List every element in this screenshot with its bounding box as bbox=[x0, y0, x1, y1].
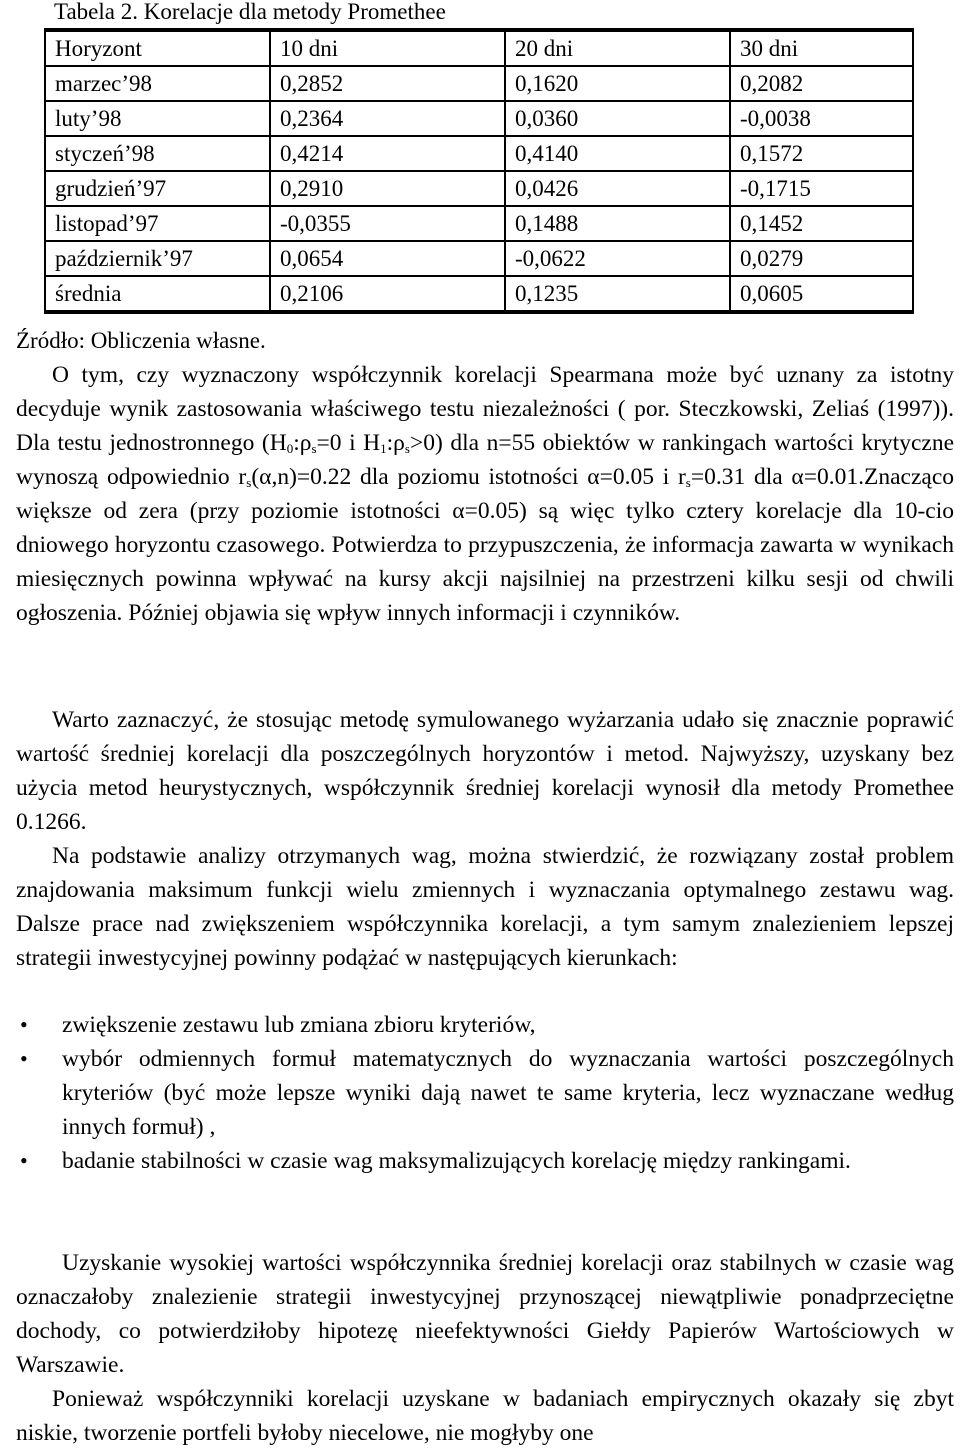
text-run: O tym, czy wyznaczony współczynnik korelacji Spearmana może być uznany za istotny decyduje wynik zastosowania właściwego testu niezależności ( por. Steczkowski, Zeliaś (1997)). Dla testu jednostronnego (H bbox=[16, 362, 954, 456]
table-cell: -0,0038 bbox=[730, 101, 913, 136]
list-item bbox=[16, 1042, 954, 1144]
table-header-cell: 10 dni bbox=[270, 30, 505, 66]
table-cell: marzec’98 bbox=[45, 66, 270, 101]
table-cell: luty’98 bbox=[45, 101, 270, 136]
text-run: :ρ bbox=[386, 430, 405, 456]
bullet-icon: • bbox=[20, 1046, 28, 1071]
subscript: s bbox=[404, 441, 410, 456]
list-item-text: wybór odmiennych formuł matematycznych do wyznaczania wartości poszczególnych kryteriów (być może lepsze wyniki dają nawet te same kryteria, lecz wyznaczane według innych formuł) , bbox=[62, 1046, 954, 1140]
text-run: =0.31 dla α=0.01.Znacząco większe od zera (przy poziomie istotności α=0.05) są więc tylko cztery korelacje dla 10-cio dniowego horyzontu czasowego. Potwierdza to przypuszczenia, że informacja zawarta w wynikach miesięcznych powinna wpływać na kursy akcji najsilniej na przestrzeni kilku sesji od chwili ogłoszenia. Później objawia się wpływ innych informacji i czynników. bbox=[16, 464, 954, 626]
table-cell: 0,2852 bbox=[270, 66, 505, 101]
table-cell: -0,1715 bbox=[730, 171, 913, 206]
correlation-table bbox=[44, 28, 914, 314]
table-cell: 0,1235 bbox=[505, 276, 730, 312]
table-row bbox=[45, 241, 913, 276]
table-cell: 0,1488 bbox=[505, 206, 730, 241]
paragraph-portfolio: Ponieważ współczynniki korelacji uzyskane w badaniach empirycznych okazały się zbyt niskie, tworzenie portfeli byłoby niecelowe, nie mogłyby one bbox=[16, 1386, 954, 1446]
table-cell: -0,0355 bbox=[270, 206, 505, 241]
paragraph-simulated-annealing: Warto zaznaczyć, że stosując metodę symulowanego wyżarzania udało się znacznie poprawić wartość średniej korelacji dla poszczególnych horyzontów i metod. Najwyższy, uzyskany bez użycia metod heurystycznych, współczynnik średniej korelacji wynosił dla metody Promethee 0.1266. bbox=[16, 707, 954, 835]
table-cell: grudzień’97 bbox=[45, 171, 270, 206]
table-cell: średnia bbox=[45, 276, 270, 312]
subscript: s bbox=[246, 475, 252, 490]
table-row-average bbox=[45, 276, 913, 312]
table-cell: 0,2364 bbox=[270, 101, 505, 136]
table-cell: styczeń’98 bbox=[45, 136, 270, 171]
table-caption: Tabela 2. Korelacje dla metody Promethee bbox=[54, 0, 446, 24]
table-cell: 0,0654 bbox=[270, 241, 505, 276]
table-row bbox=[45, 171, 913, 206]
paragraph-weights-analysis: Na podstawie analizy otrzymanych wag, można stwierdzić, że rozwiązany został problem znajdowania maksimum funkcji wielu zmiennych i wyznaczania optymalnego zestawu wag. Dalsze prace nad zwiększeniem współczynnika korelacji, a tym samym znalezieniem lepszej strategii inwestycyjnej powinny podążać w następujących kierunkach: bbox=[16, 843, 954, 971]
table-header-row bbox=[45, 30, 913, 66]
text-run: >0) dla n=55 obiektów w rankingach wartości krytyczne wynoszą odpowiednio r bbox=[16, 430, 954, 490]
table-cell: 0,0360 bbox=[505, 101, 730, 136]
table-cell: 0,4140 bbox=[505, 136, 730, 171]
subscript: s bbox=[685, 475, 691, 490]
table-cell: 0,4214 bbox=[270, 136, 505, 171]
table-cell: 0,0605 bbox=[730, 276, 913, 312]
subscript: 0 bbox=[286, 441, 294, 456]
list-item-text: badanie stabilności w czasie wag maksymalizujących korelację między rankingami. bbox=[62, 1148, 851, 1174]
table-source-note: Źródło: Obliczenia własne. bbox=[16, 328, 266, 353]
list-item bbox=[16, 1008, 954, 1042]
table-cell: 0,2082 bbox=[730, 66, 913, 101]
text-run: (α,n)=0.22 dla poziomu istotności α=0.05 i r bbox=[251, 464, 686, 490]
table-row bbox=[45, 101, 913, 136]
table-cell: 0,1572 bbox=[730, 136, 913, 171]
research-directions-list bbox=[16, 1008, 954, 1178]
subscript: s bbox=[311, 441, 317, 456]
table-cell: 0,0279 bbox=[730, 241, 913, 276]
table-cell: 0,1620 bbox=[505, 66, 730, 101]
table-cell: 0,2910 bbox=[270, 171, 505, 206]
table-cell: listopad’97 bbox=[45, 206, 270, 241]
table-cell: 0,0426 bbox=[505, 171, 730, 206]
table-header-cell: 30 dni bbox=[730, 30, 913, 66]
table-cell: 0,2106 bbox=[270, 276, 505, 312]
table-row bbox=[45, 66, 913, 101]
table-cell: październik’97 bbox=[45, 241, 270, 276]
table-cell: 0,1452 bbox=[730, 206, 913, 241]
table-row bbox=[45, 136, 913, 171]
table-header-cell: Horyzont bbox=[45, 30, 270, 66]
bullet-icon: • bbox=[20, 1148, 28, 1173]
subscript: 1 bbox=[380, 441, 387, 456]
table-row bbox=[45, 206, 913, 241]
paragraph-significance-test bbox=[16, 358, 954, 630]
list-item-text: zwiększenie zestawu lub zmiana zbioru kryteriów, bbox=[62, 1012, 536, 1038]
table-cell: -0,0622 bbox=[505, 241, 730, 276]
paragraph-conclusion: Uzyskanie wysokiej wartości współczynnika średniej korelacji oraz stabilnych w czasie wag oznaczałoby znalezienie strategii inwestycyjnej przynoszącej niewątpliwie ponadprzeciętne dochody, co potwierdziłoby hipotezę nieefektywności Giełdy Papierów Wartościowych w Warszawie. bbox=[16, 1250, 954, 1378]
list-item bbox=[16, 1144, 954, 1178]
text-run: =0 i H bbox=[316, 430, 381, 456]
table-header-cell: 20 dni bbox=[505, 30, 730, 66]
text-run: :ρ bbox=[293, 430, 312, 456]
bullet-icon: • bbox=[20, 1012, 28, 1037]
